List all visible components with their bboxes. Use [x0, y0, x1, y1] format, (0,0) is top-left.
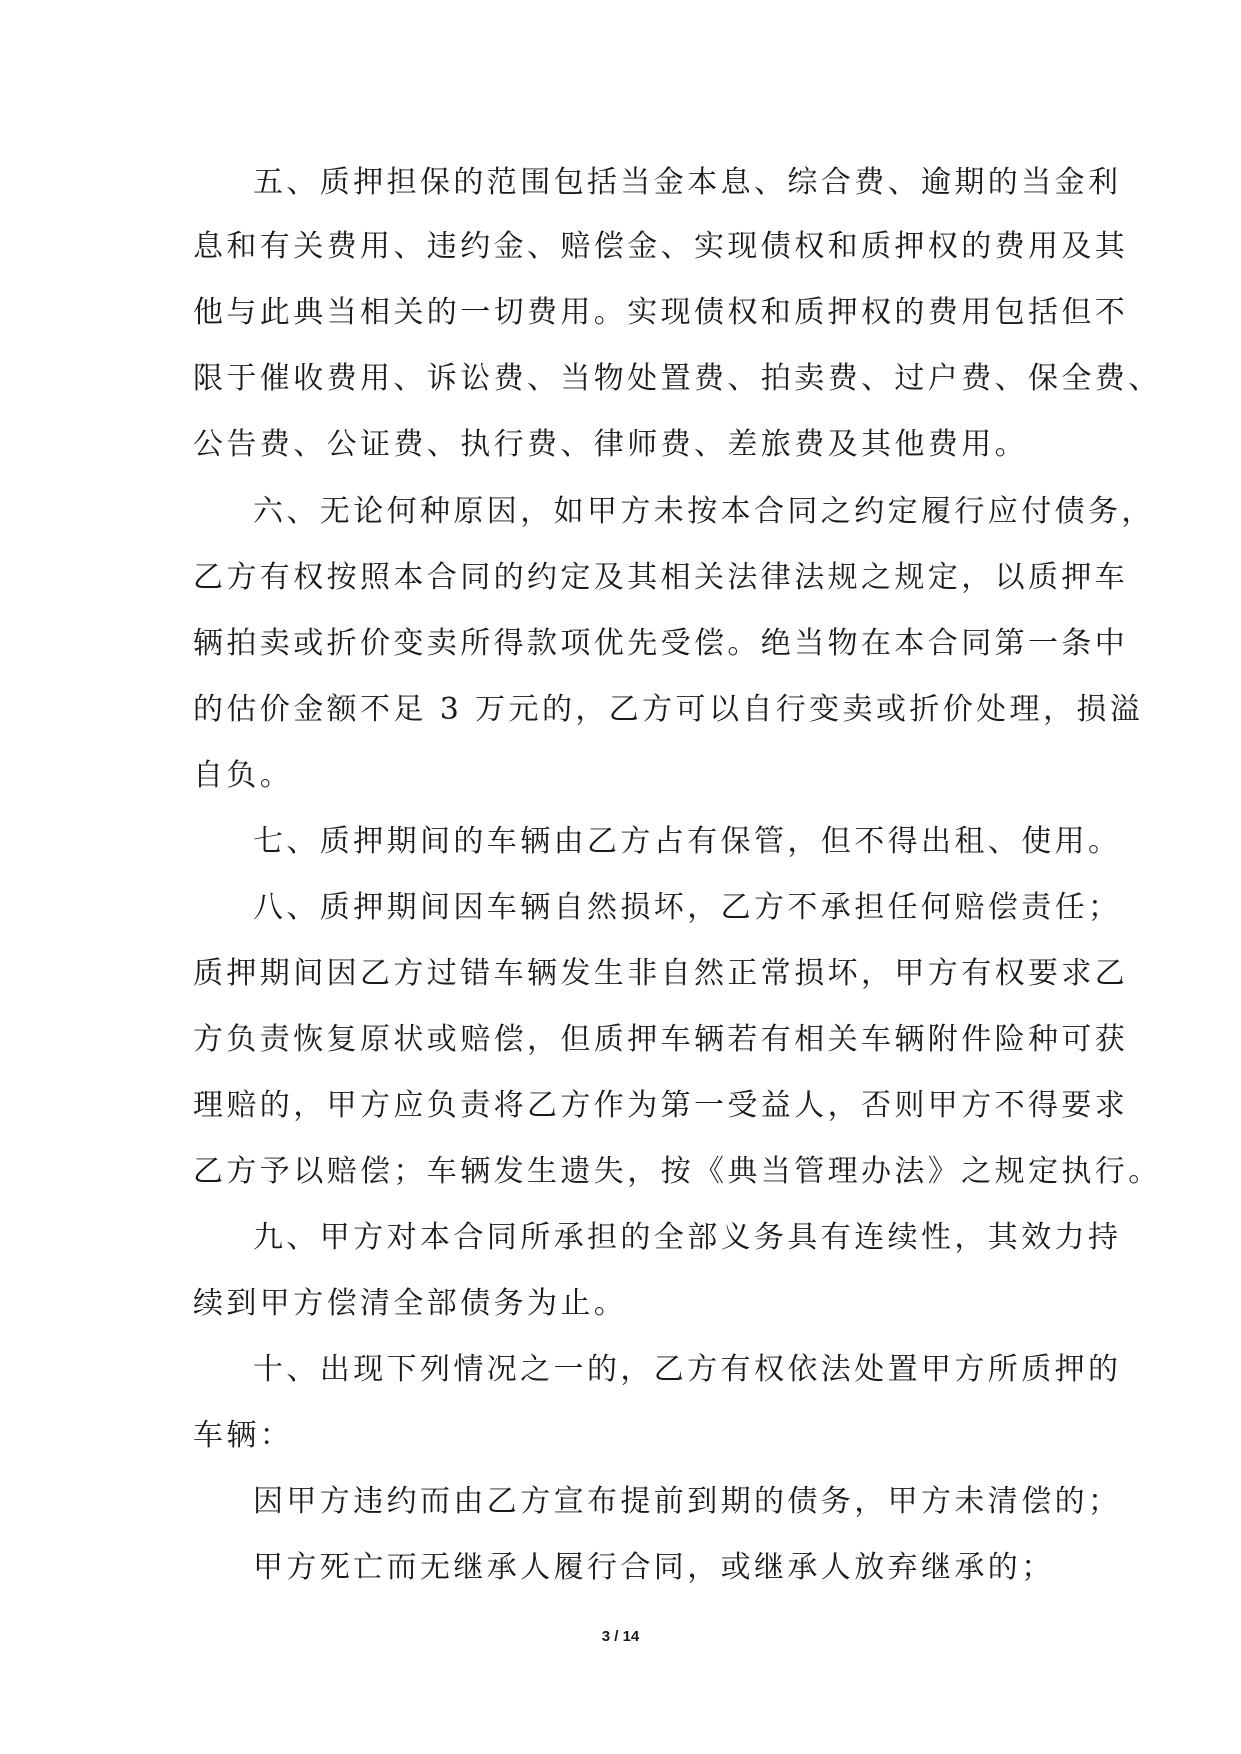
clause-8-line-5: 乙方予以赔偿；车辆发生遗失，按《典当管理办法》之规定执行。 [193, 1154, 1162, 1189]
clause-6-line-1: 六、无论何种原因，如甲方未按本合同之约定履行应付债务， [253, 494, 1155, 529]
clause-10-item-2: 甲方死亡而无继承人履行合同，或继承人放弃继承的； [253, 1550, 1055, 1585]
clause-8-line-4: 理赔的，甲方应负责将乙方作为第一受益人，否则甲方不得要求 [193, 1088, 1129, 1123]
clause-5-line-5: 公告费、公证费、执行费、律师费、差旅费及其他费用。 [193, 427, 1028, 462]
clause-10-line-1: 十、出现下列情况之一的，乙方有权依法处置甲方所质押的 [253, 1352, 1122, 1387]
clause-8-line-1: 八、质押期间因车辆自然损坏，乙方不承担任何赔偿责任； [253, 890, 1122, 925]
clause-10-item-1: 因甲方违约而由乙方宣布提前到期的债务，甲方未清偿的； [253, 1484, 1122, 1519]
clause-10-line-2: 车辆： [193, 1418, 294, 1453]
clause-8-line-2: 质押期间因乙方过错车辆发生非自然正常损坏，甲方有权要求乙 [193, 956, 1129, 991]
clause-6-line-2: 乙方有权按照本合同的约定及其相关法律法规之规定，以质押车 [193, 560, 1129, 595]
clause-6-line-4: 的估价金额不足 3 万元的，乙方可以自行变卖或折价处理，损溢 [193, 692, 1144, 727]
clause-5-line-4: 限于催收费用、诉讼费、当物处置费、拍卖费、过户费、保全费、 [193, 361, 1162, 396]
clause-5-line-3: 他与此典当相关的一切费用。实现债权和质押权的费用包括但不 [193, 295, 1129, 330]
clause-6-line-3: 辆拍卖或折价变卖所得款项优先受偿。绝当物在本合同第一条中 [193, 626, 1129, 661]
clause-8-line-3: 方负责恢复原状或赔偿，但质押车辆若有相关车辆附件险种可获 [193, 1022, 1129, 1057]
clause-7-line-1: 七、质押期间的车辆由乙方占有保管，但不得出租、使用。 [253, 824, 1122, 859]
clause-5-line-2: 息和有关费用、违约金、赔偿金、实现债权和质押权的费用及其 [193, 229, 1129, 264]
page-number: 3 / 14 [601, 1628, 640, 1645]
clause-9-line-1: 九、甲方对本合同所承担的全部义务具有连续性，其效力持 [253, 1220, 1122, 1255]
clause-6-line-5: 自负。 [193, 758, 294, 793]
clause-9-line-2: 续到甲方偿清全部债务为止。 [193, 1286, 628, 1321]
clause-5-line-1: 五、质押担保的范围包括当金本息、综合费、逾期的当金利 [253, 165, 1122, 200]
